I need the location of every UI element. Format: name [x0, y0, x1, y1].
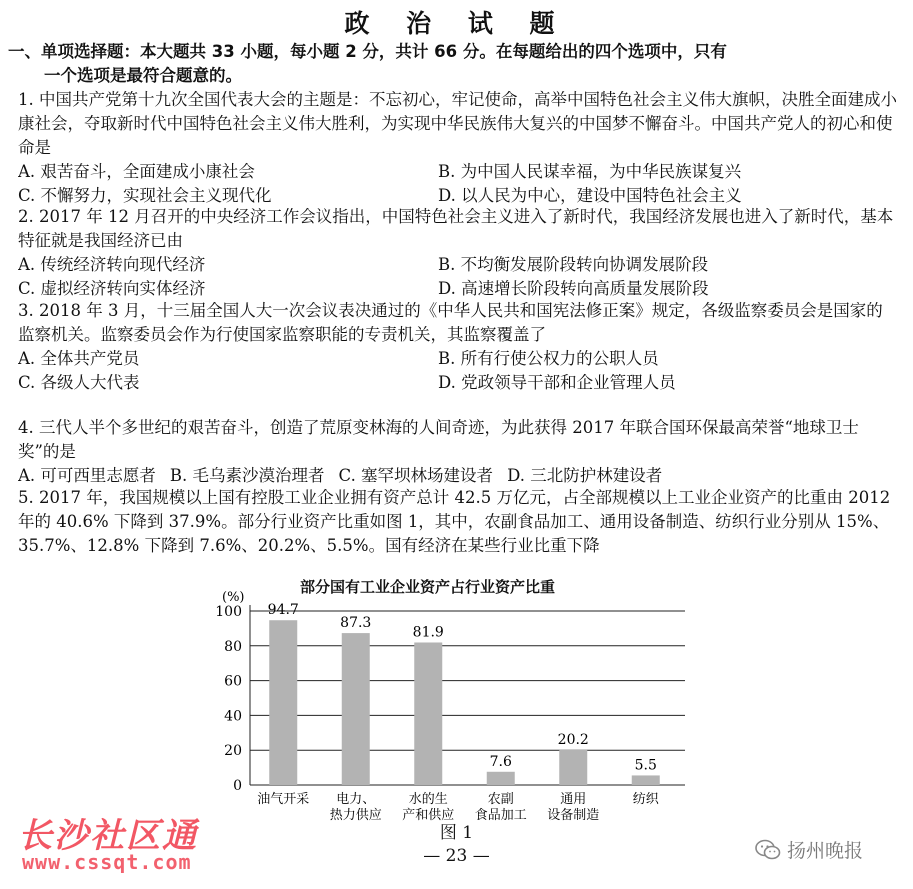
wechat-watermark	[755, 836, 863, 863]
question-stem: 5. 2017 年，我国规模以上国有控股工业企业拥有资产总计 42.5 万亿元，占全部规模以上工业企业资产的比重由 2012 年的 40.6% 下降到 37.9%。部分行业资产比重如图 1，其中，农副食品加工、通用设备制造、纺织行业分别从 15%、35.7%、12.8% 下降到 7.6%、20.2%、5.5%。国有经济在某些行业比重下降	[18, 488, 891, 555]
chart-title: 部分国有工业企业资产占行业资产比重	[300, 578, 556, 596]
y-tick-label: 20	[224, 743, 242, 760]
question-stem: 4. 三代人半个多世纪的艰苦奋斗，创造了荒原变林海的人间奇迹，为此获得 2017 年联合国环保最高荣誉“地球卫士奖”的是	[18, 418, 859, 461]
x-tick-label: 通用	[560, 792, 587, 807]
page-number: — 23 —	[423, 846, 490, 866]
bar	[632, 775, 660, 785]
data-label: 7.6	[489, 753, 512, 770]
watermark-site-url: www.cssqt.com	[22, 850, 192, 874]
data-label: 87.3	[340, 615, 372, 632]
option-a: A. 传统经济转向现代经济	[18, 255, 206, 274]
bar	[414, 642, 442, 785]
question-4	[18, 416, 898, 488]
option-b: B. 为中国人民谋幸福，为中华民族谋复兴	[438, 162, 742, 181]
y-axis-label: (%)	[222, 590, 245, 605]
y-tick-label: 40	[224, 708, 242, 725]
chart-canvas	[200, 576, 720, 826]
data-label: 5.5	[634, 757, 657, 774]
x-tick-label: 电力、	[336, 792, 376, 807]
option-d: D. 三北防护林建设者	[507, 466, 663, 485]
wechat-icon	[755, 839, 781, 861]
bar-chart	[200, 576, 720, 826]
option-b: B. 所有行使公权力的公职人员	[438, 349, 659, 368]
data-label: 94.7	[267, 602, 299, 619]
section-instruction-line1: 一、单项选择题：本大题共 33 小题，每小题 2 分，共计 66 分。在每题给出的四个选项中，只有	[8, 42, 727, 61]
option-b: B. 毛乌素沙漠治理者	[169, 466, 325, 485]
question-3	[18, 299, 898, 395]
figure-caption: 图 1	[439, 823, 474, 843]
question-2	[18, 205, 898, 301]
option-d: D. 以人民为中心，建设中国特色社会主义	[438, 186, 742, 205]
question-5	[18, 486, 898, 558]
bar	[559, 750, 587, 785]
option-a: A. 艰苦奋斗，全面建成小康社会	[18, 162, 255, 181]
y-tick-label: 60	[224, 673, 242, 690]
x-tick-label: 食品加工	[474, 808, 527, 823]
x-tick-label: 油气开采	[257, 792, 310, 807]
question-stem: 3. 2018 年 3 月，十三届全国人大一次会议表决通过的《中华人民共和国宪法修正案》规定，各级监察委员会是国家的监察机关。监察委员会作为行使国家监察职能的专责机关，其监察覆盖了	[18, 301, 883, 344]
y-tick-label: 0	[233, 778, 242, 794]
question-stem: 2. 2017 年 12 月召开的中央经济工作会议指出，中国特色社会主义进入了新时代，我国经济发展也进入了新时代，基本特征就是我国经济已由	[18, 207, 894, 250]
option-c: C. 虚拟经济转向实体经济	[18, 279, 206, 298]
option-c: C. 各级人大代表	[18, 373, 140, 392]
section-instruction-line2: 一个选项是最符合题意的。	[44, 66, 242, 85]
y-tick-label: 80	[224, 638, 242, 655]
option-a: A. 可可西里志愿者	[18, 466, 156, 485]
bar	[269, 620, 297, 785]
wechat-account-name: 扬州晚报	[787, 840, 864, 862]
bar	[487, 772, 515, 785]
option-a: A. 全体共产党员	[18, 349, 140, 368]
paper-title: 政 治 试 题	[344, 9, 569, 38]
option-c: C. 塞罕坝林场建设者	[338, 466, 494, 485]
section-heading	[8, 40, 903, 88]
watermark-site-name: 长沙社区通	[18, 816, 198, 856]
option-b: B. 不均衡发展阶段转向协调发展阶段	[438, 255, 709, 274]
question-1	[18, 88, 898, 208]
option-c: C. 不懈努力，实现社会主义现代化	[18, 186, 272, 205]
x-tick-label: 设备制造	[547, 808, 600, 823]
x-tick-label: 热力供应	[329, 808, 382, 823]
question-stem: 1. 中国共产党第十九次全国代表大会的主题是：不忘初心，牢记使命，高举中国特色社会主义伟大旗帜，决胜全面建成小康社会，夺取新时代中国特色社会主义伟大胜利，为实现中华民族伟大复兴的中国梦不懈奋斗。中国共产党人的初心和使命是	[18, 90, 897, 157]
data-label: 81.9	[412, 624, 444, 641]
x-tick-label: 农副	[487, 792, 514, 807]
option-d: D. 党政领导干部和企业管理人员	[438, 373, 676, 392]
y-tick-label: 100	[215, 604, 242, 620]
option-d: D. 高速增长阶段转向高质量发展阶段	[438, 279, 709, 298]
x-tick-label: 纺织	[632, 792, 659, 807]
x-tick-label: 产和供应	[402, 808, 455, 823]
x-tick-label: 水的生	[408, 792, 448, 807]
data-label: 20.2	[557, 731, 589, 748]
bar	[342, 633, 370, 785]
